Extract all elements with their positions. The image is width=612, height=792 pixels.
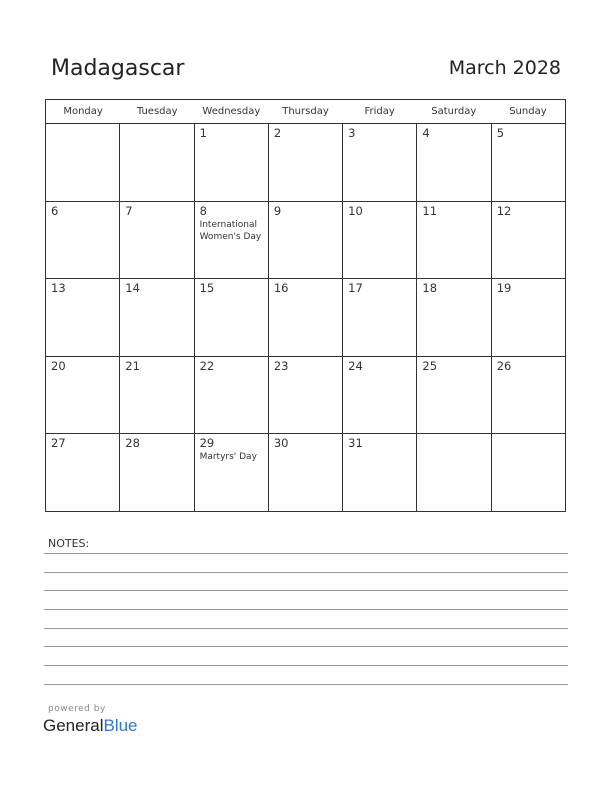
day-cell xyxy=(269,357,343,434)
day-cell xyxy=(269,279,343,356)
day-cell xyxy=(492,279,565,356)
holiday-label: International Women's Day xyxy=(199,219,262,242)
note-line xyxy=(44,553,568,554)
weekday-thursday: Thursday xyxy=(282,106,329,117)
day-cell xyxy=(120,279,194,356)
day-cell xyxy=(195,279,269,356)
weekday-friday: Friday xyxy=(364,106,395,117)
day-cell xyxy=(417,279,491,356)
day-cell xyxy=(343,434,417,511)
day-cell xyxy=(46,124,120,201)
note-line xyxy=(44,628,568,629)
week-row xyxy=(46,434,565,511)
day-number: 24 xyxy=(348,358,363,373)
day-cell xyxy=(417,357,491,434)
day-cell xyxy=(269,202,343,279)
day-cell xyxy=(492,357,565,434)
day-number: 31 xyxy=(348,436,363,451)
day-cell xyxy=(343,124,417,201)
day-cell xyxy=(417,202,491,279)
day-cell xyxy=(120,357,194,434)
weekday-header-row xyxy=(46,100,565,124)
calendar-title-month: March 2028 xyxy=(448,57,561,79)
note-line xyxy=(44,609,568,610)
day-cell xyxy=(269,124,343,201)
day-number: 19 xyxy=(496,281,512,296)
day-cell xyxy=(492,124,565,201)
day-number: 14 xyxy=(125,281,140,296)
holiday-label: Martyrs' Day xyxy=(199,452,257,463)
day-cell xyxy=(46,202,120,279)
day-cell xyxy=(46,434,120,511)
brand-general: General xyxy=(43,716,104,735)
note-line xyxy=(44,572,568,573)
calendar-title-country: Madagascar xyxy=(51,56,185,81)
week-row xyxy=(46,357,565,435)
day-number: 26 xyxy=(496,358,512,373)
day-cell xyxy=(195,357,269,434)
note-line xyxy=(44,665,568,666)
day-number: 23 xyxy=(273,358,289,373)
day-cell xyxy=(492,202,565,279)
day-number: 3 xyxy=(348,126,356,140)
day-number: 5 xyxy=(496,126,505,140)
day-cell xyxy=(343,357,417,434)
powered-by-text: powered by xyxy=(48,704,106,714)
notes-label: NOTES: xyxy=(48,537,90,550)
weekday-sunday: Sunday xyxy=(509,106,547,117)
weekday-monday: Monday xyxy=(63,106,103,117)
week-row xyxy=(46,279,565,357)
day-cell xyxy=(195,124,269,201)
day-number: 7 xyxy=(125,203,133,218)
day-cell xyxy=(120,202,194,279)
day-cell xyxy=(46,357,120,434)
day-cell xyxy=(417,124,491,201)
day-number: 12 xyxy=(496,203,512,218)
day-number: 30 xyxy=(273,436,289,451)
week-row xyxy=(46,202,565,280)
day-cell xyxy=(343,279,417,356)
day-cell xyxy=(46,279,120,356)
day-cell xyxy=(417,434,491,511)
day-number: 18 xyxy=(422,281,438,296)
day-number: 20 xyxy=(51,358,66,373)
day-number: 6 xyxy=(51,203,59,218)
weeks-container xyxy=(46,124,565,511)
generalblue-logo xyxy=(43,716,138,736)
day-number: 28 xyxy=(125,436,140,451)
day-cell xyxy=(269,434,343,511)
day-number: 1 xyxy=(199,126,207,140)
week-row xyxy=(46,124,565,202)
day-number: 22 xyxy=(199,358,215,373)
day-number: 16 xyxy=(273,281,289,296)
note-line xyxy=(44,684,568,685)
note-line xyxy=(44,646,568,647)
day-number: 8 xyxy=(199,203,207,218)
day-number: 21 xyxy=(125,358,140,373)
brand-blue: Blue xyxy=(103,716,138,735)
weekday-tuesday: Tuesday xyxy=(136,106,178,117)
day-number: 2 xyxy=(273,126,282,140)
day-cell xyxy=(195,434,269,511)
day-number: 11 xyxy=(422,203,438,218)
day-number: 25 xyxy=(422,358,438,373)
day-cell xyxy=(343,202,417,279)
day-number: 17 xyxy=(348,281,363,296)
day-cell xyxy=(492,434,565,511)
weekday-saturday: Saturday xyxy=(431,106,477,117)
day-cell xyxy=(120,434,194,511)
day-number: 4 xyxy=(422,126,430,140)
day-cell xyxy=(120,124,194,201)
day-cell xyxy=(195,202,269,279)
note-line xyxy=(44,590,568,591)
day-number: 29 xyxy=(199,436,215,451)
day-number: 27 xyxy=(51,436,66,451)
day-number: 9 xyxy=(273,203,282,218)
day-number: 13 xyxy=(51,281,66,296)
weekday-wednesday: Wednesday xyxy=(202,106,261,117)
calendar-grid xyxy=(45,99,566,512)
day-number: 15 xyxy=(199,281,215,296)
day-number: 10 xyxy=(348,203,363,218)
